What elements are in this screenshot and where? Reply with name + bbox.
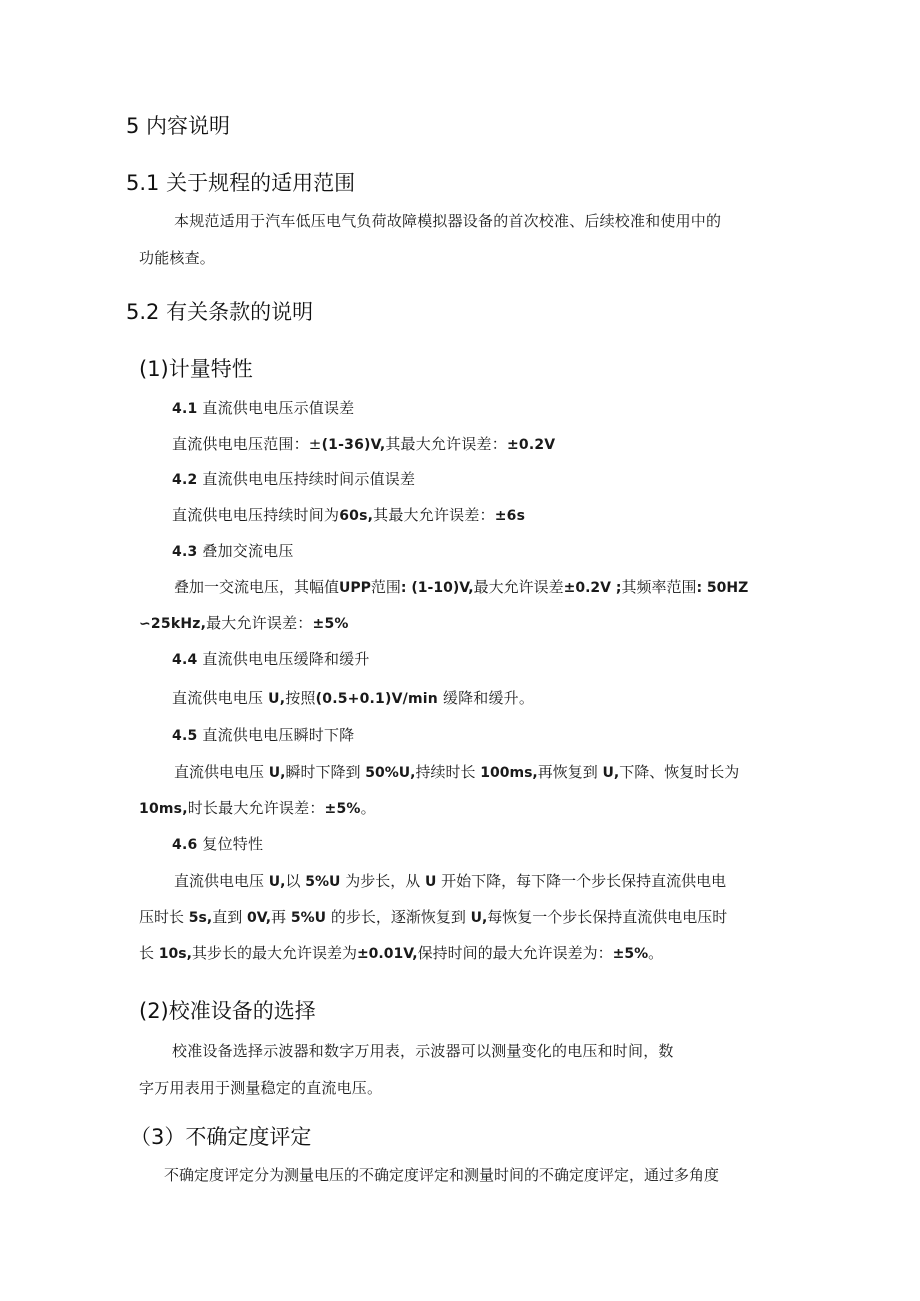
- section-5-heading: 5 内容说明: [126, 114, 231, 138]
- subsection-3-heading: （3）不确定度评定: [130, 1125, 312, 1149]
- scope-text-line-1: 本规范适用于汽车低压电气负荷故障模拟器设备的首次校准、后续校准和使用中的: [174, 212, 722, 230]
- clause-4-3-text-line-1: 叠加一交流电压，其幅值UPP范围: (1-10)V,最大允许误差±0.2V ;其频率范围: 50HZ: [174, 578, 749, 596]
- subsection-1-heading: (1)计量特性: [139, 357, 253, 381]
- clause-4-3-title: 4.3 叠加交流电压: [172, 542, 294, 560]
- clause-4-1-title: 4.1 直流供电电压示值误差: [172, 399, 355, 417]
- equipment-text-line-2: 字万用表用于测量稳定的直流电压。: [139, 1079, 383, 1097]
- clause-4-4-title: 4.4 直流供电电压缓降和缓升: [172, 650, 370, 668]
- clause-4-2-text: 直流供电电压持续时间为60s,其最大允许误差：±6s: [172, 506, 526, 524]
- clause-4-1-text: 直流供电电压范围：±(1-36)V,其最大允许误差：±0.2V: [172, 435, 556, 453]
- clause-4-2-title: 4.2 直流供电电压持续时间示值误差: [172, 470, 416, 488]
- section-5-1-heading: 5.1 关于规程的适用范围: [126, 171, 356, 195]
- clause-4-6-text-line-1: 直流供电电压 U,以 5%U 为步长，从 U 开始下降，每下降一个步长保持直流供电电: [174, 872, 727, 890]
- scope-text-line-2: 功能核查。: [139, 249, 216, 267]
- uncertainty-text-line-1: 不确定度评定分为测量电压的不确定度评定和测量时间的不确定度评定，通过多角度: [164, 1166, 720, 1184]
- clause-4-6-text-line-3: 长 10s,其步长的最大允许误差为±0.01V,保持时间的最大允许误差为：±5%。: [139, 944, 664, 962]
- clause-4-5-title: 4.5 直流供电电压瞬时下降: [172, 726, 355, 744]
- clause-4-5-text-line-1: 直流供电电压 U,瞬时下降到 50%U,持续时长 100ms,再恢复到 U,下降、恢复时长为: [174, 763, 740, 781]
- subsection-2-heading: (2)校准设备的选择: [139, 999, 316, 1023]
- equipment-text-line-1: 校准设备选择示波器和数字万用表，示波器可以测量变化的电压和时间，数: [172, 1042, 674, 1060]
- clause-4-5-text-line-2: 10ms,时长最大允许误差：±5%。: [139, 799, 376, 817]
- clause-4-4-text: 直流供电电压 U,按照(0.5+0.1)V/min 缓降和缓升。: [172, 689, 535, 707]
- clause-4-3-text-line-2: ∽25kHz,最大允许误差：±5%: [139, 614, 349, 632]
- section-5-2-heading: 5.2 有关条款的说明: [126, 300, 314, 324]
- clause-4-6-text-line-2: 压时长 5s,直到 0V,再 5%U 的步长，逐渐恢复到 U,每恢复一个步长保持直流供电电压时: [139, 908, 728, 926]
- clause-4-6-title: 4.6 复位特性: [172, 835, 264, 853]
